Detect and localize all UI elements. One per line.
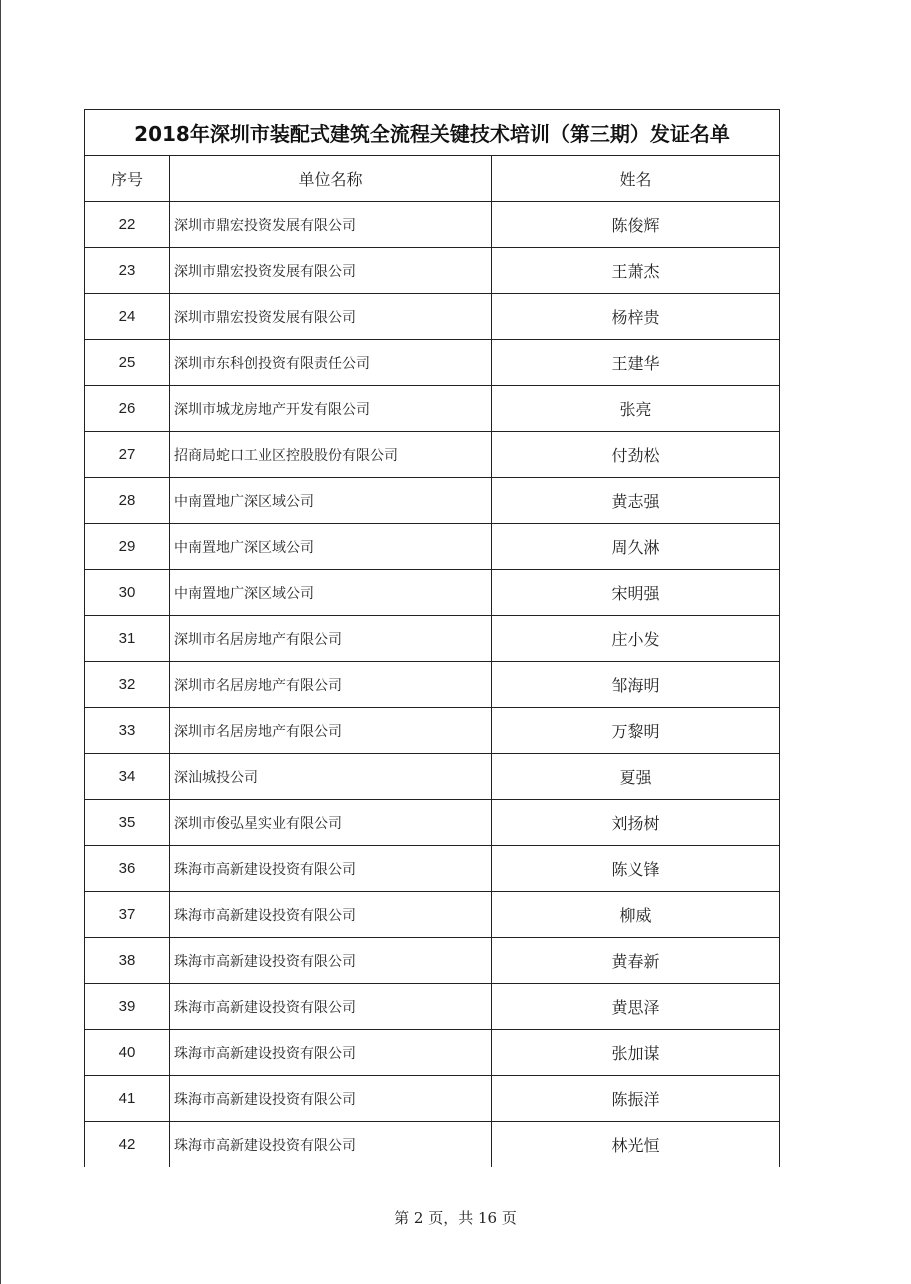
row-person-name: 陈振洋 [492,1076,780,1122]
row-person-name: 陈俊辉 [492,202,780,248]
table-row [85,616,780,662]
row-person-name: 黄思泽 [492,984,780,1030]
row-person-name: 付劲松 [492,432,780,478]
row-unit-name: 深圳市鼎宏投资发展有限公司 [170,202,492,248]
row-unit-name: 珠海市高新建设投资有限公司 [170,984,492,1030]
table-row [85,1076,780,1122]
table-header-row [85,156,780,202]
certificate-roster-table [84,109,780,1167]
table-row [85,754,780,800]
row-unit-name: 深圳市鼎宏投资发展有限公司 [170,294,492,340]
row-number: 37 [85,892,170,938]
table-row [85,662,780,708]
row-number: 34 [85,754,170,800]
row-person-name: 万黎明 [492,708,780,754]
row-number: 23 [85,248,170,294]
table-row [85,938,780,984]
row-unit-name: 深圳市俊弘星实业有限公司 [170,800,492,846]
table-row [85,1030,780,1076]
row-person-name: 黄志强 [492,478,780,524]
table-row [85,892,780,938]
row-number: 28 [85,478,170,524]
row-unit-name: 珠海市高新建设投资有限公司 [170,892,492,938]
column-header-no: 序号 [85,156,170,202]
column-header-unit: 单位名称 [170,156,492,202]
row-number: 35 [85,800,170,846]
row-person-name: 庄小发 [492,616,780,662]
row-number: 27 [85,432,170,478]
row-number: 41 [85,1076,170,1122]
table-title-row [85,110,780,156]
row-unit-name: 中南置地广深区域公司 [170,524,492,570]
row-person-name: 张亮 [492,386,780,432]
row-person-name: 陈义锋 [492,846,780,892]
row-number: 33 [85,708,170,754]
row-unit-name: 深圳市城龙房地产开发有限公司 [170,386,492,432]
row-unit-name: 招商局蛇口工业区控股股份有限公司 [170,432,492,478]
row-unit-name: 深圳市名居房地产有限公司 [170,616,492,662]
row-number: 40 [85,1030,170,1076]
table-row [85,524,780,570]
row-unit-name: 珠海市高新建设投资有限公司 [170,1030,492,1076]
row-unit-name: 深圳市名居房地产有限公司 [170,708,492,754]
row-number: 42 [85,1122,170,1168]
table-row [85,846,780,892]
row-person-name: 柳威 [492,892,780,938]
row-person-name: 张加谋 [492,1030,780,1076]
table-row [85,570,780,616]
row-number: 29 [85,524,170,570]
row-unit-name: 珠海市高新建设投资有限公司 [170,938,492,984]
row-unit-name: 珠海市高新建设投资有限公司 [170,1122,492,1168]
table-title: 2018年深圳市装配式建筑全流程关键技术培训（第三期）发证名单 [85,110,780,156]
row-person-name: 杨梓贵 [492,294,780,340]
page-footer: 第 2 页，共 16 页 [394,1209,517,1227]
row-unit-name: 中南置地广深区域公司 [170,570,492,616]
table-row [85,708,780,754]
row-number: 25 [85,340,170,386]
row-unit-name: 珠海市高新建设投资有限公司 [170,1076,492,1122]
table-row [85,386,780,432]
row-unit-name: 深圳市东科创投资有限责任公司 [170,340,492,386]
row-number: 26 [85,386,170,432]
row-unit-name: 珠海市高新建设投资有限公司 [170,846,492,892]
row-unit-name: 深汕城投公司 [170,754,492,800]
row-number: 38 [85,938,170,984]
table-row [85,294,780,340]
table-row [85,984,780,1030]
table-row [85,478,780,524]
row-person-name: 邹海明 [492,662,780,708]
row-number: 22 [85,202,170,248]
row-number: 30 [85,570,170,616]
row-unit-name: 中南置地广深区域公司 [170,478,492,524]
table-body [85,202,780,1168]
row-number: 24 [85,294,170,340]
row-person-name: 王建华 [492,340,780,386]
row-person-name: 刘扬树 [492,800,780,846]
row-unit-name: 深圳市鼎宏投资发展有限公司 [170,248,492,294]
row-person-name: 周久淋 [492,524,780,570]
page-left-edge [0,0,1,1284]
row-person-name: 黄春新 [492,938,780,984]
column-header-name: 姓名 [492,156,780,202]
table-row [85,340,780,386]
row-number: 39 [85,984,170,1030]
table-row [85,432,780,478]
row-number: 31 [85,616,170,662]
table-row [85,1122,780,1168]
row-number: 36 [85,846,170,892]
row-person-name: 王萧杰 [492,248,780,294]
row-unit-name: 深圳市名居房地产有限公司 [170,662,492,708]
table-row [85,202,780,248]
table-row [85,248,780,294]
table-row [85,800,780,846]
row-person-name: 林光恒 [492,1122,780,1168]
row-number: 32 [85,662,170,708]
row-person-name: 宋明强 [492,570,780,616]
row-person-name: 夏强 [492,754,780,800]
